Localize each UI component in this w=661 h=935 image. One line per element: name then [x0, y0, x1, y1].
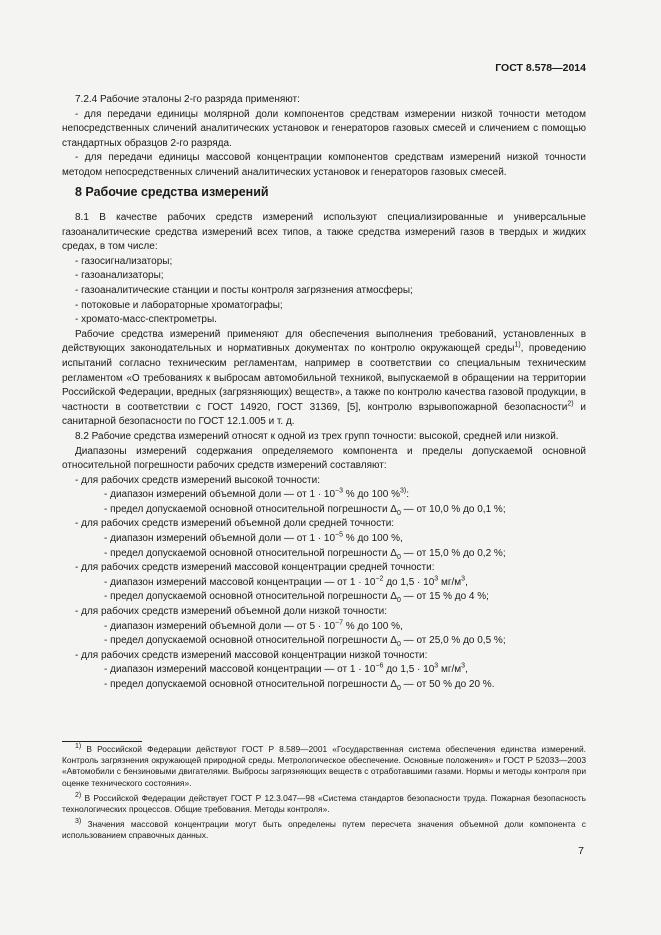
- footnote-1: $^{1)}$ В Российской Федерации действуют ГОСТ Р 8.589—2001 «Государственная система обеспечения единства измерений. Контроль загрязнения окружающей природной среды. Метрологическое обеспечение. Основные положения» и ГОСТ Р 52033—2003 «Автомобили с бензиновыми двигателями. Выбросы загрязняющих веществ с отработавшими газами. Нормы и методы контроля при оценке технического состояния».: [62, 743, 586, 788]
- list-item: - газоаналитические станции и посты контроля загрязнения атмосферы;: [75, 284, 413, 296]
- measurement-range: - диапазон измерений объемной доли — от $5 \cdot 10^{-7}$ % до 100 %,: [104, 619, 403, 632]
- footnote-divider: [62, 741, 142, 742]
- measurement-range: - диапазон измерений объемной доли — от $1 \cdot 10^{-5}$ % до 100 %,: [104, 531, 403, 545]
- list-item: - газоанализаторы;: [75, 270, 164, 282]
- section-7-2-4-item: - для передачи единицы массовой концентрации компонентов средствам измерений низкой точности методом непосредственных сличений аналитических установок и генераторов газовых смесей.: [62, 152, 586, 178]
- section-7-2-4-heading: 7.2.4 Рабочие эталоны 2-го разряда применяют:: [75, 94, 300, 105]
- accuracy-group-label: - для рабочих средств измерений массовой концентрации средней точности:: [75, 562, 435, 574]
- section-8-body: [62, 211, 586, 693]
- error-limit: - предел допускаемой основной относительной погрешности $\Delta_0$ — от 10,0 % до 0,1 %;: [104, 503, 506, 517]
- measurement-range: - диапазон измерений массовой концентрации — от $1 \cdot 10^{-6}$ до $1,5 \cdot 10^3$ $мг/м^3$,: [104, 663, 468, 676]
- accuracy-group-label: - для рабочих средств измерений объемной доли низкой точности:: [75, 606, 387, 618]
- footnote-ref-2: 2): [567, 400, 574, 408]
- accuracy-group-label: - для рабочих средств измерений массовой концентрации низкой точности:: [75, 649, 428, 661]
- footnote-2: $^{2)}$ В Российской Федерации действует ГОСТ Р 12.3.047—98 «Система стандартов безопасности труда. Пожарная безопасность технологических процессов. Общие требования. Методы контроля».: [62, 792, 586, 815]
- footnote-3: $^{3)}$ Значения массовой концентрации могут быть определены путем пересчета значения объемной доли компонента с использованием справочных данных.: [62, 818, 586, 841]
- section-8-title: 8 Рабочие средства измерений: [75, 185, 269, 199]
- measurement-range: - диапазон измерений массовой концентрации — от $1 \cdot 10^{-2}$ до $1,5 \cdot 10^3$ $мг/м^3$,: [104, 575, 468, 588]
- error-limit: - предел допускаемой основной относительной погрешности $\Delta_0$ — от 25,0 % до 0,5 %;: [104, 635, 506, 649]
- footnote-ref-1: 1): [514, 342, 521, 350]
- section-7-2-4-item: - для передачи единицы молярной доли компонентов средствам измерении низкой точности методом непосредственных сличений аналитических установок и генераторов газовых смесей и сличением с помощью стандартных образцов 2-го разряда.: [62, 108, 586, 149]
- section-7-2-4: [62, 93, 586, 181]
- list-item: - газосигнализаторы;: [75, 255, 173, 267]
- error-limit: - предел допускаемой основной относительной погрешности $\Delta_0$ — от 15 % до 4 %;: [104, 591, 489, 605]
- accuracy-group-label: - для рабочих средств измерений высокой точности:: [75, 474, 320, 486]
- paragraph-ranges: Диапазоны измерений содержания определяемого компонента и пределы допускаемой основной относительной погрешности рабочих средств измерений составляют:: [62, 445, 586, 472]
- document-code: ГОСТ 8.578—2014: [495, 62, 586, 74]
- error-limit: - предел допускаемой основной относительной погрешности $\Delta_0$ — от 50 % до 20 %.: [104, 679, 495, 692]
- list-item: - хромато-масс-спектрометры.: [75, 314, 217, 326]
- error-limit: - предел допускаемой основной относительной погрешности $\Delta_0$ — от 15,0 % до 0,2 %;: [104, 547, 506, 561]
- measurement-range: - диапазон измерений объемной доли — от $1 \cdot 10^{-3}$ % до 100 %$^{3)}$:: [104, 487, 409, 501]
- paragraph-work-tools: Рабочие средства измерений применяют для обеспечения выполнения требований, установленных в действующих законодательных и нормативных документах по контролю окружающей среды$^{1)}$, проведению испытаний согласно техническим регламентам, например в соответствии со специальным техническим регламентом «О требованиях к выбросам автомобильной техникой, выпускаемой в обращении на территории Российской Федерации, вредных (загрязняющих) веществ», а также по контролю качества газовой продукции, в частности в соответствии с ГОСТ 14920, ГОСТ 31369, [5], контролю взрывопожарной безопасности$^{2)}$ и санитарной безопасности по ГОСТ 12.1.005 и т. д.: [62, 328, 586, 428]
- paragraph-8-1: 8.1 В качестве рабочих средств измерений используют специализированные и универсальные газоаналитические средства измерений всех типов, а также средства измерений газов в твердых и жидких средах, в том числе:: [62, 212, 586, 253]
- list-item: - потоковые и лабораторные хроматографы;: [75, 299, 283, 311]
- paragraph-8-2: 8.2 Рабочие средства измерений относят к одной из трех групп точности: высокой, средней или низкой.: [75, 430, 559, 442]
- accuracy-group-label: - для рабочих средств измерений объемной доли средней точности:: [75, 518, 395, 530]
- footnote-ref-3: 3): [399, 487, 407, 495]
- footnotes: [62, 744, 586, 846]
- page-number: 7: [578, 845, 584, 857]
